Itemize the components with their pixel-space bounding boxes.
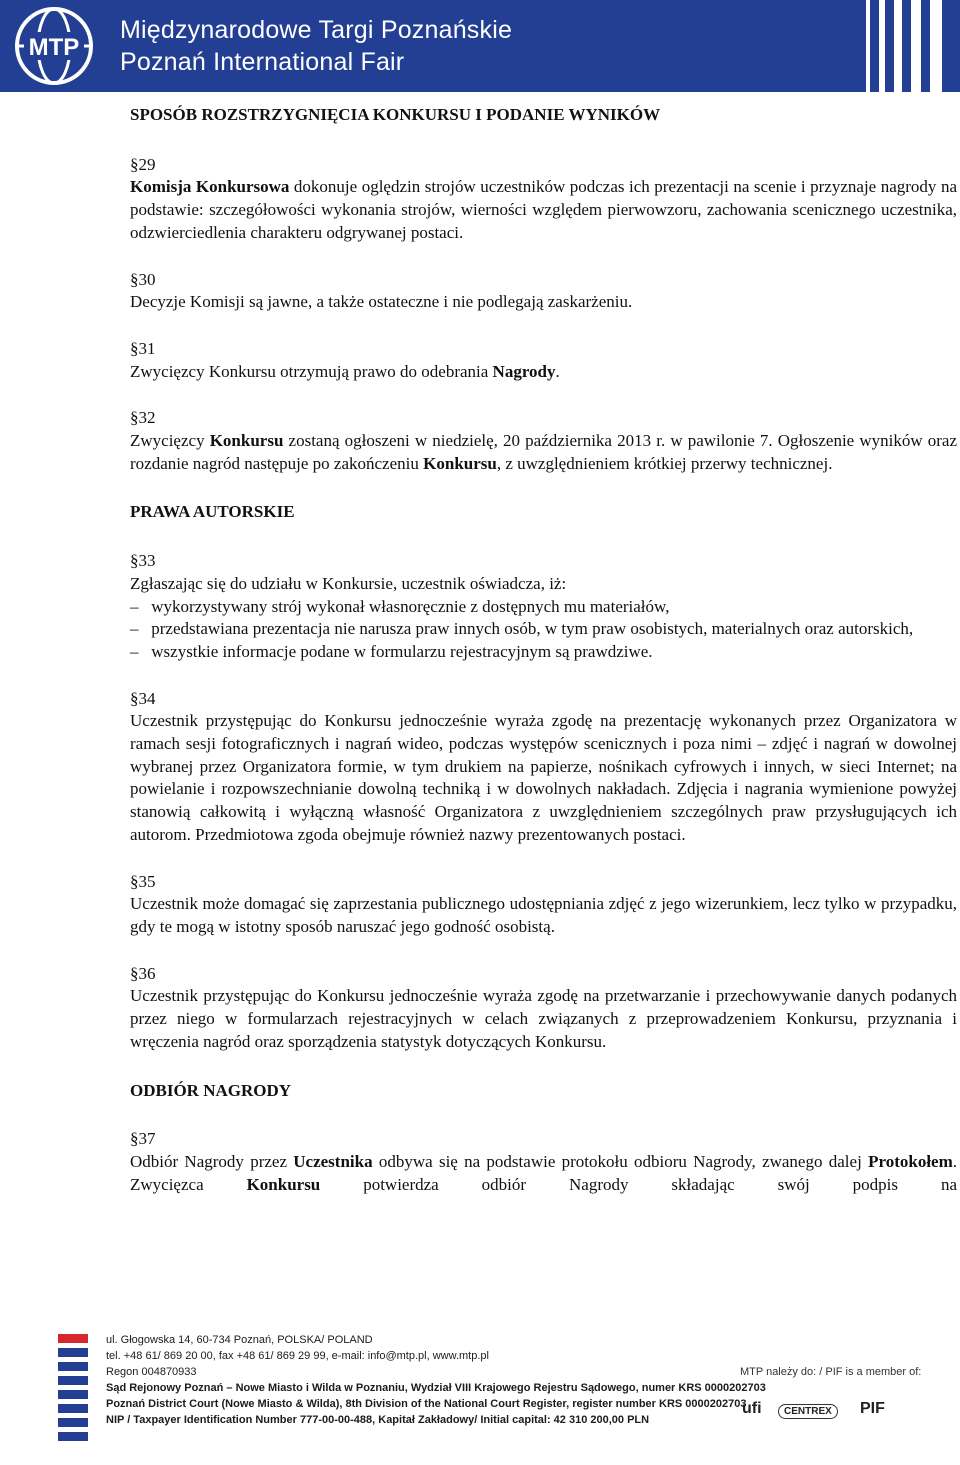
section-heading: PRAWA AUTORSKIE xyxy=(130,502,295,522)
paragraph-number: §30 xyxy=(130,269,156,289)
paragraph-text: Uczestnik przystępując do Konkursu jednocześnie wyraża zgodę na prezentację wykonanych przez Organizatora w ramach sesji fotograficznych i nagrań wideo, podczas występów scenicznych i poza nimi – zdjęć i nagrań w dowolnej wybranej przez Organizatora formie, w tym drukiem na papierze, nośnikach cyfrowych i innych, w sieci Internet; na powielanie i rozpowszechnianie dowolną techniką i w dowolnych nakładach. Zdjęcia i nagrania wymienione powyżej stanowią całkowitą i wyłączną własność Organizatora z uwzględnieniem szczególnych praw przysługujących ich autorom. Przedmiotowa zgoda obejmuje również nazwy prezentowanych postaci. xyxy=(130,711,957,844)
list-item: – wykorzystywany strój wykonał własnoręcznie z dostępnych mu materiałów, xyxy=(130,596,670,616)
paragraph-text: Komisja Konkursowa dokonuje oględzin strojów uczestników podczas ich prezentacji na scenie i przyznaje nagrody na podstawie: szczegółowości wykonania strojów, wierności względem pierwowzoru, zachowania scenicznego uczestnika, odzwierciedlenia charakteru odgrywanej postaci. xyxy=(130,177,957,242)
footer-address xyxy=(106,1332,766,1428)
paragraph-text: Zwycięzcy Konkursu otrzymują prawo do odebrania Nagrody. xyxy=(130,361,560,381)
membership-label: MTP należy do: / PIF is a member of: xyxy=(740,1366,922,1378)
list-item: – przedstawiana prezentacja nie narusza praw innych osób, w tym praw osobistych, materialnych oraz autorskich, xyxy=(130,619,914,639)
paragraph-text: Decyzje Komisji są jawne, a także ostateczne i nie podlegają zaskarżeniu. xyxy=(130,292,633,312)
paragraph-text: Uczestnik może domagać się zaprzestania publicznego udostępniania zdjęć z jego wizerunkiem, lecz tylko w przypadku, gdy te mogą w istotny sposób naruszać jego godność osobistą. xyxy=(130,894,957,936)
paragraph-number: §34 xyxy=(130,688,156,708)
section-heading: ODBIÓR NAGRODY xyxy=(130,1080,292,1100)
paragraph-number: §31 xyxy=(130,338,156,358)
footer-line: Regon 004870933 xyxy=(106,1366,197,1378)
footer-line: Poznań District Court (Nowe Miasto & Wilda), 8th Division of the National Court Register, register number KRS 0000202703 xyxy=(106,1398,747,1410)
section-heading: SPOSÓB ROZSTRZYGNIĘCIA KONKURSU I PODANIE WYNIKÓW xyxy=(130,105,661,124)
pif-logo-icon: PIF xyxy=(860,1400,885,1417)
mtp-logo-icon xyxy=(14,6,94,86)
paragraph-text: Uczestnik przystępując do Konkursu jednocześnie wyraża zgodę na przetwarzanie i przechowywanie danych podanych przez niego w formularzach rejestracyjnych w celach związanych z przeprowadzeniem Konkursu, przyznania i wręczenia nagród oraz sporządzenia statystyk dotyczących Konkursu. xyxy=(130,986,957,1051)
paragraph-text: Zwycięzcy Konkursu zostaną ogłoszeni w niedzielę, 20 października 2013 r. w pawilonie 7. Ogłoszenie wyników oraz rozdanie nagród następuje po zakończeniu Konkursu, z uwzględnieniem krótkiej przerwy technicznej. xyxy=(130,431,957,473)
bold-term: Komisja Konkursowa xyxy=(130,177,290,197)
document-body xyxy=(130,104,957,1196)
header-decorative-bars xyxy=(866,0,942,92)
page-header xyxy=(0,0,960,92)
centrex-logo-icon: CENTREX xyxy=(778,1404,838,1419)
paragraph-number: §36 xyxy=(130,963,156,983)
paragraph-number: §35 xyxy=(130,871,156,891)
list-item: – wszystkie informacje podane w formularzu rejestracyjnym są prawdziwe. xyxy=(130,641,653,661)
header-title-pl: Międzynarodowe Targi Poznańskie xyxy=(120,16,513,44)
footer-line: NIP / Taxpayer Identification Number 777-00-00-488, Kapitał Zakładowy/ Initial capital: 42 310 200,00 PLN xyxy=(106,1414,650,1426)
header-title-en: Poznań International Fair xyxy=(120,48,405,76)
paragraph-number: §29 xyxy=(130,154,156,174)
paragraph-text: Zgłaszając się do udziału w Konkursie, uczestnik oświadcza, iż: xyxy=(130,573,567,593)
footer-line: tel. +48 61/ 869 20 00, fax +48 61/ 869 29 99, e-mail: info@mtp.pl, www.mtp.pl xyxy=(106,1350,489,1362)
footer-line: Sąd Rejonowy Poznań – Nowe Miasto i Wilda w Poznaniu, Wydział VIII Krajowego Rejestru Sądowego, numer KRS 0000202703 xyxy=(106,1382,766,1394)
ufi-logo-icon: ufi xyxy=(742,1400,762,1417)
logo-letters: MTP xyxy=(28,34,80,61)
page-footer xyxy=(0,1318,960,1465)
footer-stripes xyxy=(58,1334,88,1452)
membership-logos xyxy=(740,1390,960,1450)
paragraph-number: §32 xyxy=(130,408,156,428)
paragraph-text: Odbiór Nagrody przez Uczestnika odbywa się na podstawie protokołu odbioru Nagrody, zwanego dalej Protokołem. Zwycięzca Konkursu potwierdza odbiór Nagrody składając swój podpis na xyxy=(130,1151,957,1194)
paragraph-number: §37 xyxy=(130,1129,156,1149)
paragraph-number: §33 xyxy=(130,551,156,571)
footer-line: ul. Głogowska 14, 60-734 Poznań, POLSKA/ POLAND xyxy=(106,1334,373,1346)
